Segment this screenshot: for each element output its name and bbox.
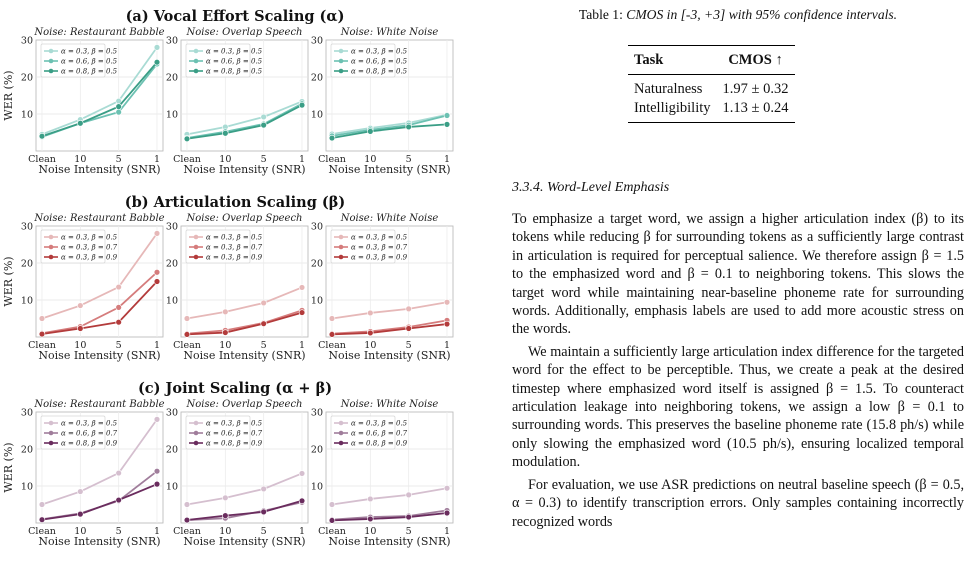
y-tick-label: 20 [165, 258, 178, 270]
paragraph: To emphasize a target word, we assign a higher articulation index (β) to its tokens while reducing β for surrounding tokens as a sufficiently large contrast in articulation is required for perceptual salience. We therefore assign β = 1.5 to the emphasized word and β = 0.1 to neighboring tokens. This slows the target word while maintaining near-baseline phoneme rate for surrounding words. Additionally, emphasis labels are used to add more acoustic stress on the words. [512, 211, 964, 338]
legend-marker [49, 421, 54, 426]
legend-label: α = 0.3, β = 0.5 [206, 419, 263, 428]
x-tick-label: 10 [219, 154, 232, 165]
row-title: (a) Vocal Effort Scaling (α) [125, 8, 345, 25]
subplot [2, 27, 165, 176]
legend-marker [339, 421, 344, 426]
x-axis-label: Noise Intensity (SNR) [38, 163, 161, 176]
legend-marker [339, 69, 344, 74]
row-task: Intelligibility [628, 99, 717, 123]
y-tick-label: 30 [310, 407, 323, 419]
x-tick-label: 10 [219, 340, 232, 351]
y-tick-label: 10 [165, 109, 178, 121]
data-point [184, 517, 190, 523]
data-point [329, 332, 335, 338]
y-tick-label: 20 [165, 444, 178, 456]
data-point [77, 120, 83, 126]
data-point [154, 231, 160, 237]
data-point [406, 306, 412, 312]
data-point [77, 303, 83, 309]
data-point [222, 495, 228, 501]
cmos-table [628, 45, 795, 123]
data-point [222, 330, 228, 336]
legend-label: α = 0.8, β = 0.9 [61, 439, 118, 448]
x-tick-label: Clean [28, 340, 56, 351]
data-point [299, 498, 305, 504]
x-tick-label: 1 [298, 154, 306, 165]
data-point [154, 417, 160, 423]
x-tick-label: Clean [318, 154, 346, 165]
data-point [261, 486, 267, 492]
data-point [116, 470, 122, 476]
y-tick-label: 10 [310, 109, 323, 121]
x-tick-label: 1 [153, 154, 161, 165]
legend-label: α = 0.8, β = 0.5 [351, 67, 408, 76]
y-tick-label: 20 [310, 258, 323, 270]
subplot-title: Noise: White Noise [340, 27, 439, 38]
legend-marker [194, 49, 199, 54]
x-tick-label: 1 [443, 526, 451, 537]
x-tick-label: 5 [260, 154, 267, 165]
figure-row [2, 8, 453, 176]
data-point [154, 269, 160, 275]
x-axis-label: Noise Intensity (SNR) [183, 535, 306, 548]
x-tick-label: Clean [28, 154, 56, 165]
legend-marker [194, 441, 199, 446]
x-tick-label: 10 [364, 526, 377, 537]
y-tick-label: 20 [310, 444, 323, 456]
x-tick-label: 5 [405, 526, 412, 537]
table-caption-label: Table 1: [578, 7, 623, 22]
data-point [116, 109, 122, 115]
data-point [299, 102, 305, 108]
legend-marker [49, 431, 54, 436]
table-row [628, 99, 795, 123]
y-tick-label: 30 [310, 35, 323, 47]
x-tick-label: Clean [173, 526, 201, 537]
y-tick-label: 30 [20, 221, 33, 233]
subplot [311, 399, 453, 548]
subplot [311, 213, 453, 362]
legend-label: α = 0.6, β = 0.5 [206, 57, 263, 66]
row-cmos: 1.97 ± 0.32 [722, 81, 789, 97]
subplot-title: Noise: Overlap Speech [186, 27, 303, 38]
legend-label: α = 0.8, β = 0.9 [206, 439, 263, 448]
legend-label: α = 0.6, β = 0.7 [61, 429, 118, 438]
data-point [367, 496, 373, 502]
x-tick-label: 5 [405, 154, 412, 165]
y-tick-label: 10 [165, 295, 178, 307]
legend-label: α = 0.3, β = 0.9 [61, 253, 118, 262]
x-tick-label: Clean [318, 340, 346, 351]
subplot [166, 213, 308, 362]
y-tick-label: 30 [165, 221, 178, 233]
y-axis-label: WER (%) [2, 70, 15, 121]
x-tick-label: 1 [298, 340, 306, 351]
data-point [222, 513, 228, 519]
data-point [39, 517, 45, 523]
data-point [184, 502, 190, 508]
legend-marker [49, 245, 54, 250]
legend-label: α = 0.3, β = 0.7 [351, 243, 408, 252]
subplot-title: Noise: Restaurant Babble [34, 399, 165, 410]
data-point [116, 497, 122, 503]
table-header-row [628, 46, 795, 75]
data-point [329, 518, 335, 524]
legend-marker [49, 69, 54, 74]
data-point [184, 316, 190, 322]
data-point [154, 279, 160, 285]
legend-marker [49, 255, 54, 260]
y-tick-label: 10 [310, 295, 323, 307]
legend-marker [339, 245, 344, 250]
legend-marker [339, 235, 344, 240]
subplot-title: Noise: Overlap Speech [186, 399, 303, 410]
data-point [329, 502, 335, 508]
legend-marker [194, 255, 199, 260]
y-tick-label: 30 [20, 35, 33, 47]
row-cmos: 1.13 ± 0.24 [717, 99, 795, 123]
legend-label: α = 0.6, β = 0.5 [351, 57, 408, 66]
data-point [406, 326, 412, 332]
y-tick-label: 20 [20, 72, 33, 84]
y-tick-label: 10 [20, 481, 33, 493]
table-row [628, 75, 795, 100]
legend-marker [194, 421, 199, 426]
data-point [406, 124, 412, 130]
data-point [329, 135, 335, 141]
y-tick-label: 10 [20, 109, 33, 121]
data-point [299, 471, 305, 477]
legend-label: α = 0.6, β = 0.5 [61, 57, 118, 66]
legend-label: α = 0.3, β = 0.5 [61, 47, 118, 56]
subplot-title: Noise: Restaurant Babble [34, 213, 165, 224]
x-tick-label: Clean [173, 340, 201, 351]
data-point [444, 113, 450, 119]
wer-figure [0, 0, 470, 569]
row-task: Naturalness [634, 81, 703, 97]
data-point [261, 300, 267, 306]
data-point [299, 285, 305, 291]
x-tick-label: 1 [298, 526, 306, 537]
x-tick-label: 10 [219, 526, 232, 537]
data-point [444, 510, 450, 516]
subplot [2, 213, 165, 362]
body-text [512, 210, 964, 535]
legend-marker [339, 441, 344, 446]
y-tick-label: 20 [165, 72, 178, 84]
subplot-title: Noise: Overlap Speech [186, 213, 303, 224]
data-point [77, 489, 83, 495]
legend-marker [49, 441, 54, 446]
header-task: Task [628, 46, 717, 75]
y-tick-label: 30 [165, 35, 178, 47]
legend-label: α = 0.6, β = 0.7 [206, 429, 263, 438]
x-axis-label: Noise Intensity (SNR) [328, 349, 451, 362]
legend-label: α = 0.3, β = 0.5 [206, 233, 263, 242]
data-point [39, 133, 45, 139]
legend-label: α = 0.6, β = 0.7 [351, 429, 408, 438]
legend-label: α = 0.3, β = 0.5 [206, 47, 263, 56]
subplot-title: Noise: Restaurant Babble [34, 27, 165, 38]
data-point [116, 104, 122, 110]
data-point [444, 299, 450, 305]
legend-label: α = 0.3, β = 0.7 [61, 243, 118, 252]
x-axis-label: Noise Intensity (SNR) [183, 349, 306, 362]
subplot-title: Noise: White Noise [340, 213, 439, 224]
legend-marker [49, 235, 54, 240]
x-tick-label: 5 [115, 340, 122, 351]
data-point [367, 516, 373, 522]
x-tick-label: 5 [405, 340, 412, 351]
x-tick-label: 10 [364, 154, 377, 165]
x-tick-label: 1 [443, 340, 451, 351]
data-point [154, 59, 160, 65]
data-point [154, 45, 160, 51]
y-tick-label: 10 [20, 295, 33, 307]
header-cmos: CMOS ↑ [717, 46, 795, 75]
data-point [154, 468, 160, 474]
data-point [367, 310, 373, 316]
x-tick-label: Clean [318, 526, 346, 537]
data-point [77, 511, 83, 517]
legend-label: α = 0.3, β = 0.5 [61, 233, 118, 242]
x-tick-label: 10 [74, 154, 87, 165]
data-point [116, 319, 122, 325]
row-title: (b) Articulation Scaling (β) [124, 194, 346, 211]
y-tick-label: 10 [310, 481, 323, 493]
y-tick-label: 20 [20, 444, 33, 456]
subplot [166, 399, 308, 548]
subplot [311, 27, 453, 176]
x-tick-label: 10 [364, 340, 377, 351]
data-point [299, 310, 305, 316]
wer-figure-svg [0, 0, 470, 569]
x-tick-label: Clean [173, 154, 201, 165]
data-point [406, 514, 412, 520]
x-tick-label: 10 [74, 340, 87, 351]
subplot [2, 399, 165, 548]
legend-marker [339, 431, 344, 436]
x-tick-label: 5 [115, 154, 122, 165]
x-tick-label: 5 [260, 526, 267, 537]
x-tick-label: 5 [115, 526, 122, 537]
data-point [261, 509, 267, 515]
data-point [329, 316, 335, 322]
x-axis-label: Noise Intensity (SNR) [183, 163, 306, 176]
data-point [184, 136, 190, 142]
legend-label: α = 0.3, β = 0.5 [351, 233, 408, 242]
legend-marker [339, 49, 344, 54]
data-point [154, 481, 160, 487]
legend-marker [49, 59, 54, 64]
x-axis-label: Noise Intensity (SNR) [38, 535, 161, 548]
legend-label: α = 0.3, β = 0.5 [351, 47, 408, 56]
x-axis-label: Noise Intensity (SNR) [328, 163, 451, 176]
legend-label: α = 0.3, β = 0.5 [61, 419, 118, 428]
x-tick-label: 10 [74, 526, 87, 537]
x-tick-label: 1 [153, 340, 161, 351]
figure-row [2, 194, 453, 362]
data-point [444, 121, 450, 127]
table-caption-text: CMOS in [-3, +3] with 95% confidence intervals. [626, 7, 898, 22]
y-tick-label: 10 [165, 481, 178, 493]
legend-marker [194, 69, 199, 74]
x-tick-label: 5 [260, 340, 267, 351]
legend-label: α = 0.8, β = 0.5 [61, 67, 118, 76]
legend-label: α = 0.3, β = 0.9 [351, 253, 408, 262]
data-point [39, 316, 45, 322]
data-point [261, 122, 267, 128]
legend-marker [49, 49, 54, 54]
x-axis-label: Noise Intensity (SNR) [38, 349, 161, 362]
y-tick-label: 20 [310, 72, 323, 84]
data-point [116, 284, 122, 290]
data-point [367, 128, 373, 134]
data-point [39, 331, 45, 337]
y-tick-label: 30 [310, 221, 323, 233]
data-point [39, 502, 45, 508]
data-point [222, 309, 228, 315]
paragraph: For evaluation, we use ASR predictions on neutral baseline speech (β = 0.5, α = 0.3) to identify transcription errors. Only samples containing incorrectly recognized words [512, 476, 964, 530]
data-point [261, 114, 267, 120]
x-tick-label: 1 [443, 154, 451, 165]
data-point [444, 485, 450, 491]
data-point [444, 321, 450, 327]
data-point [116, 305, 122, 311]
paragraph: We maintain a sufficiently large articulation index difference for the targeted word for the effect to be perceptible. Thus, we create a peak at the desired timestep where emphasized word itself is assigned β = 1.5. To counteract articulation leakage into neighboring tokens, we assign a low β = 0.1 to surrounding words. This preserves the baseline phoneme rate (15.8 ph/s) while only slowing the emphasized word (10.5 ph/s), ensuring localized temporal modulation. [512, 343, 964, 471]
data-point [406, 492, 412, 498]
legend-marker [194, 235, 199, 240]
legend-label: α = 0.8, β = 0.5 [206, 67, 263, 76]
x-axis-label: Noise Intensity (SNR) [328, 535, 451, 548]
legend-label: α = 0.3, β = 0.5 [351, 419, 408, 428]
row-title: (c) Joint Scaling (α + β) [137, 380, 333, 397]
data-point [77, 326, 83, 332]
section-title: 3.3.4. Word-Level Emphasis [512, 180, 670, 195]
y-tick-label: 30 [165, 407, 178, 419]
legend-marker [339, 255, 344, 260]
y-tick-label: 20 [20, 258, 33, 270]
legend-marker [194, 59, 199, 64]
y-axis-label: WER (%) [2, 442, 15, 493]
legend-marker [339, 59, 344, 64]
x-tick-label: 1 [153, 526, 161, 537]
legend-label: α = 0.3, β = 0.9 [206, 253, 263, 262]
legend-marker [194, 431, 199, 436]
legend-marker [194, 245, 199, 250]
data-point [367, 330, 373, 336]
subplot [166, 27, 308, 176]
x-tick-label: Clean [28, 526, 56, 537]
figure-row [2, 380, 453, 548]
subplot-title: Noise: White Noise [340, 399, 439, 410]
y-axis-label: WER (%) [2, 256, 15, 307]
table-caption [512, 7, 964, 23]
data-point [184, 332, 190, 338]
legend-label: α = 0.3, β = 0.7 [206, 243, 263, 252]
legend-label: α = 0.8, β = 0.9 [351, 439, 408, 448]
data-point [261, 321, 267, 327]
data-point [222, 130, 228, 136]
y-tick-label: 30 [20, 407, 33, 419]
